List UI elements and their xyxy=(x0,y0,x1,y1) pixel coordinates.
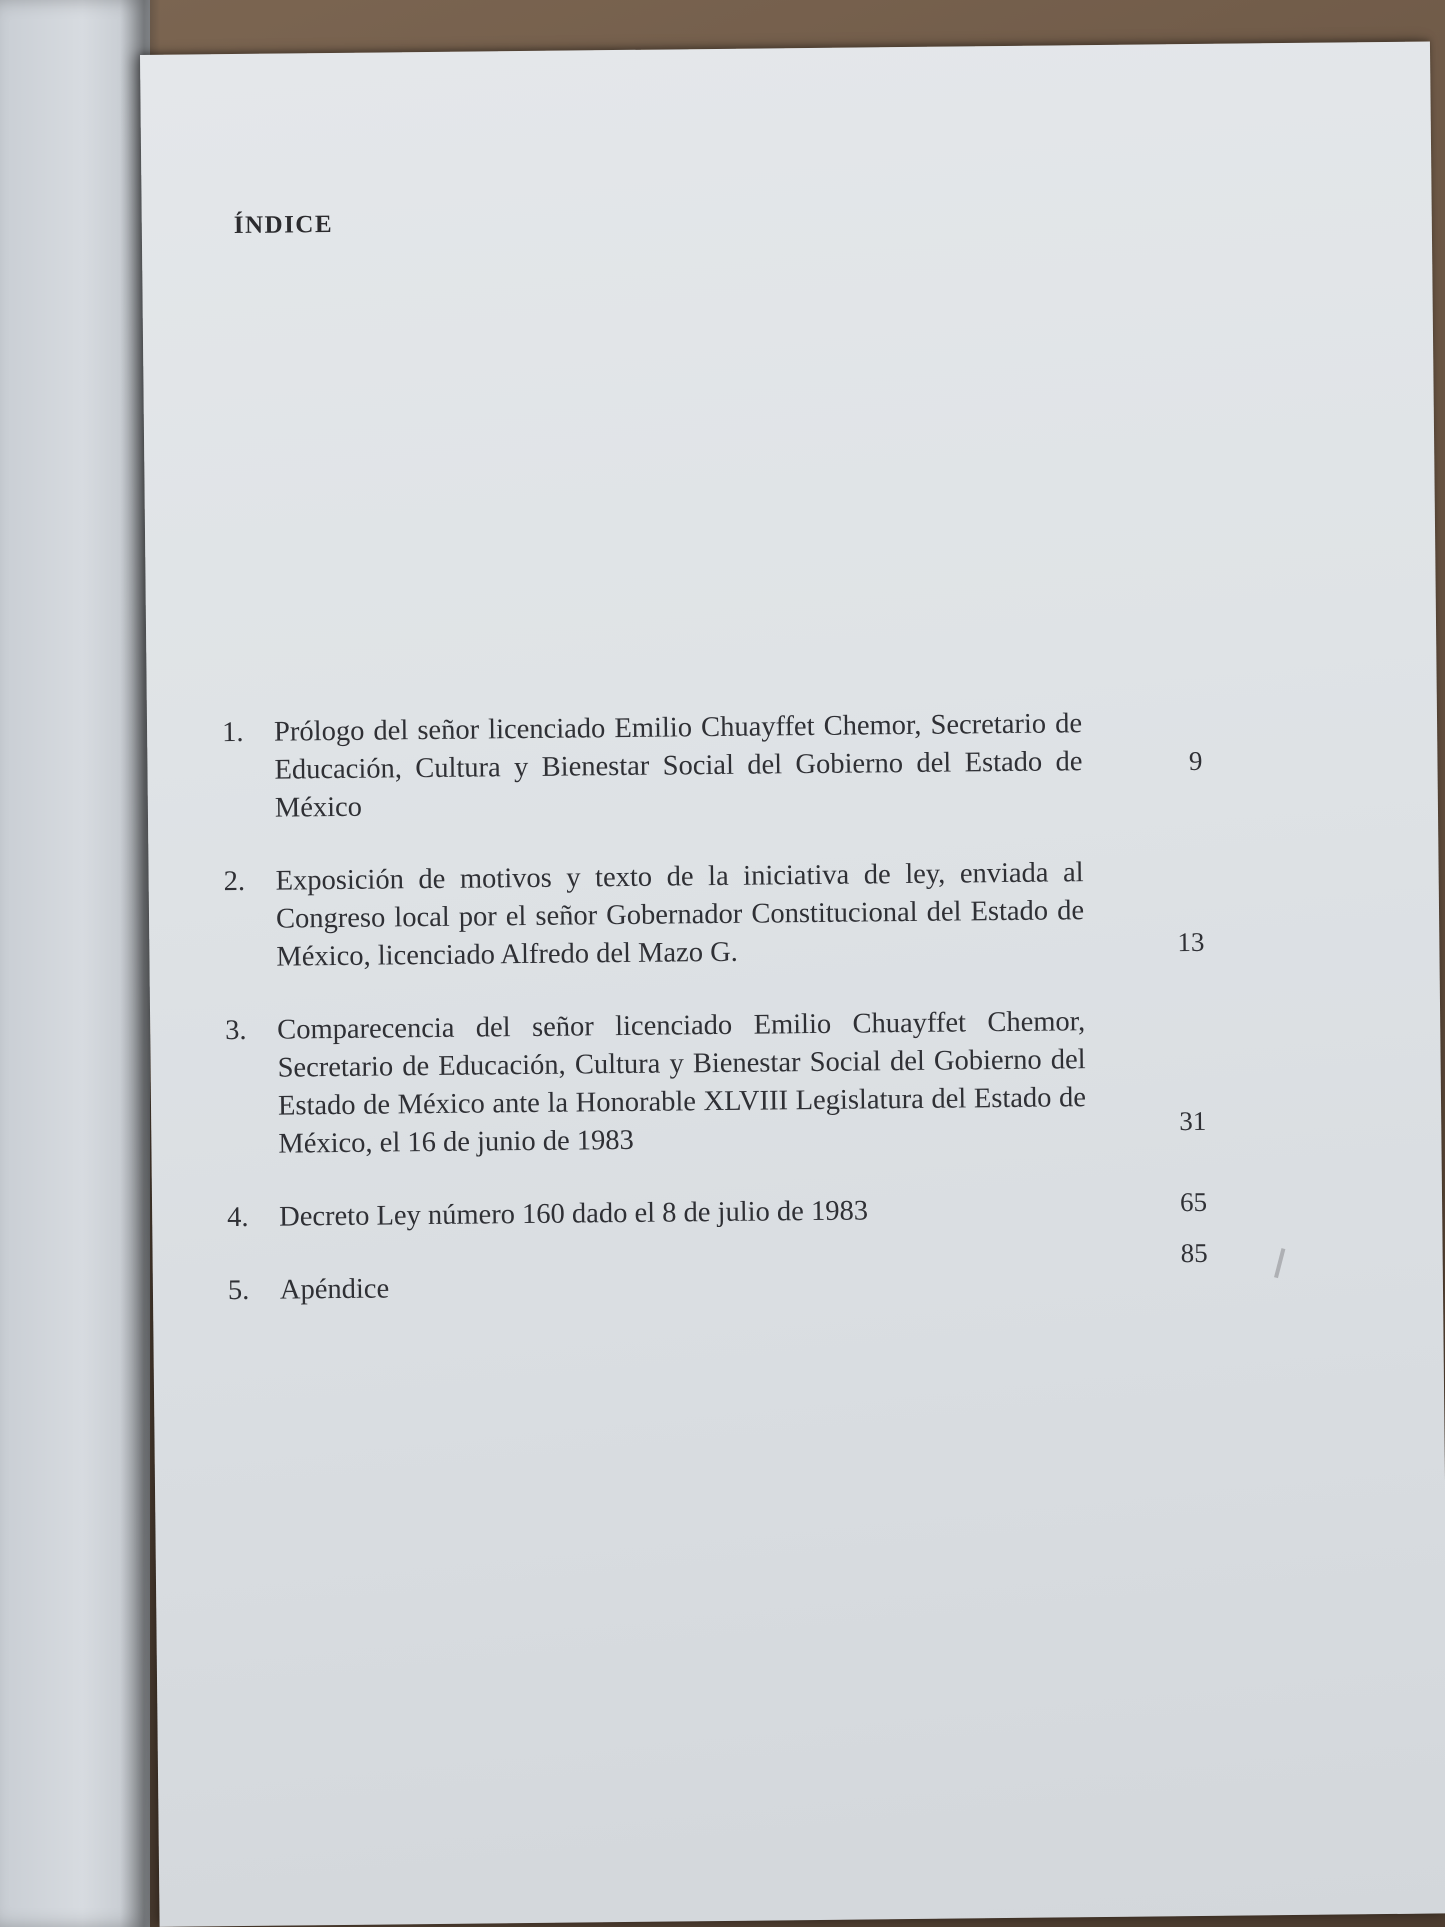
toc-entry-text: Exposición de motivos y texto de la iniciativa de ley, enviada al Congreso local por el señor Gobernador Constitucional del Estado de México, licenciado Alfredo del Mazo G. xyxy=(275,857,1085,973)
pencil-mark xyxy=(1274,1248,1285,1278)
toc-entry-4 xyxy=(227,1186,1208,1237)
page-title: ÍNDICE xyxy=(233,210,334,240)
toc-entry-body xyxy=(279,1237,1208,1310)
toc-entry-2 xyxy=(223,853,1204,977)
toc-entry-text: Apéndice xyxy=(279,1273,390,1306)
toc-entry-body xyxy=(277,1002,1207,1164)
toc-entry-text: Comparecencia del señor licenciado Emilio Chuayffet Chemor, Secretario de Educación, Cultura y Bienestar Social del Gobierno del Estado de México ante la Honorable XLVIII Legislatura del Estado de México, el 16 de junio de 1983 xyxy=(277,1006,1087,1160)
toc-entry-number: 3. xyxy=(225,1014,247,1047)
toc-entry-page: 85 xyxy=(1180,1237,1208,1269)
toc-entry-number: 2. xyxy=(223,865,246,898)
toc-entry-1 xyxy=(222,704,1203,828)
toc-entry-body xyxy=(279,1186,1208,1237)
toc-entry-text: Decreto Ley número 160 dado el 8 de julio de 1983 xyxy=(279,1195,869,1233)
toc-entry-number: 1. xyxy=(221,716,244,749)
toc-entry-3 xyxy=(225,1002,1207,1164)
toc-entry-page: 31 xyxy=(1179,1105,1207,1137)
toc-entry-number: 4. xyxy=(227,1201,249,1234)
book-page xyxy=(140,41,1445,1926)
toc-entry-text: Prólogo del señor licenciado Emilio Chuayffet Chemor, Secretario de Educación, Cultura y Bienestar Social del Gobierno del Estado de México xyxy=(273,708,1083,824)
table-of-contents xyxy=(222,704,1209,1345)
toc-entry-number: 5. xyxy=(227,1274,250,1307)
toc-entry-5 xyxy=(227,1237,1208,1310)
toc-entry-body xyxy=(274,704,1203,828)
toc-entry-body xyxy=(275,853,1204,977)
toc-entry-page: 65 xyxy=(1179,1186,1208,1218)
toc-entry-page: 9 xyxy=(1188,745,1203,777)
toc-entry-page: 13 xyxy=(1177,926,1205,958)
